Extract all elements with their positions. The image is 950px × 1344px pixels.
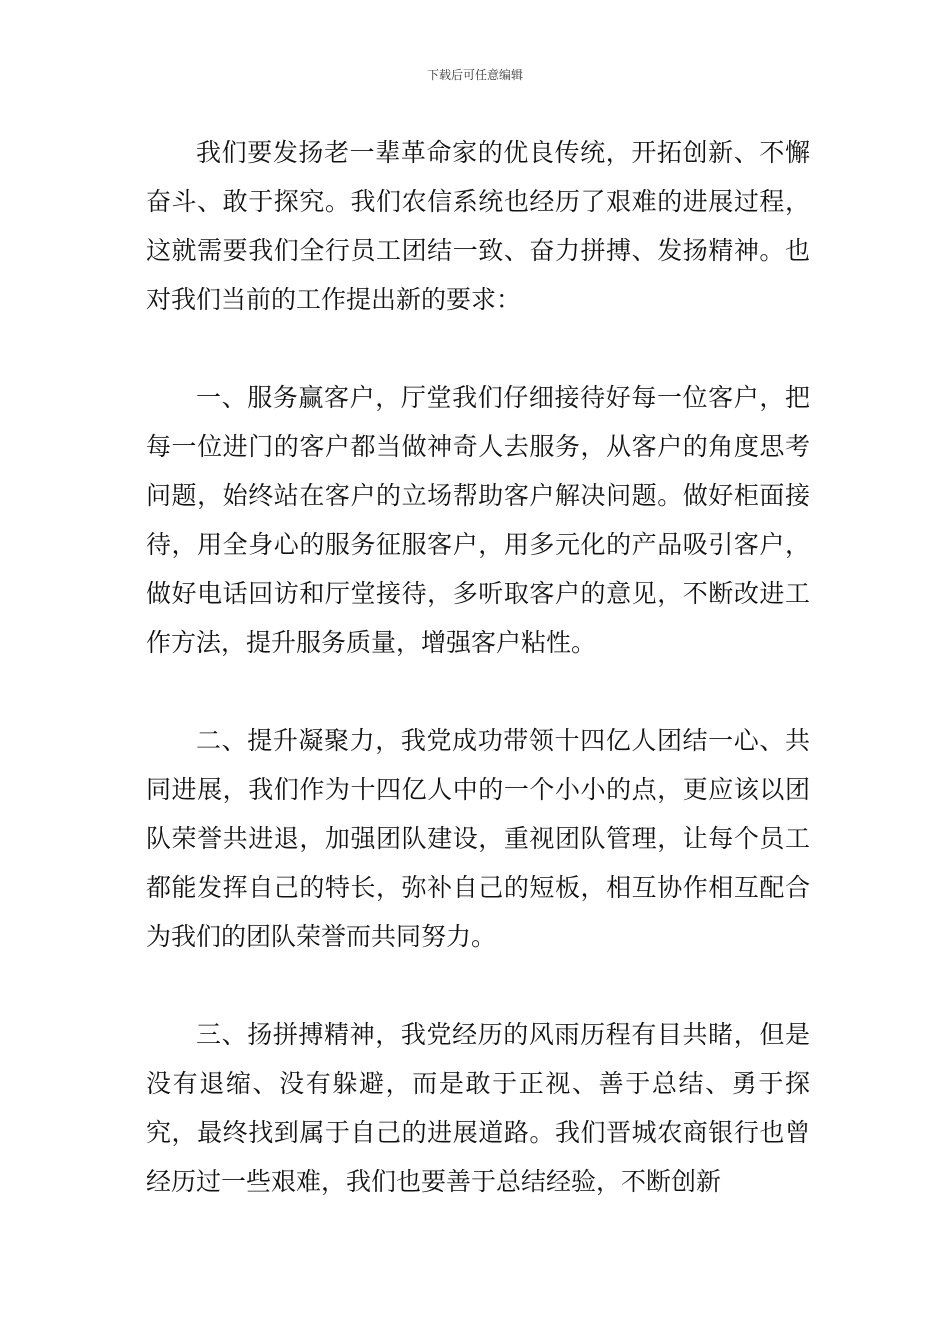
paragraph-intro: 我们要发扬老一辈革命家的优良传统，开拓创新、不懈奋斗、敢于探究。我们农信系统也经历了艰难的进展过程，这就需要我们全行员工团结一致、奋力拼搏、发扬精神。也对我们当前的工作提出新的要求： [146,138,810,314]
document-body [146,128,810,1206]
paragraph-two: 二、提升凝聚力，我党成功带领十四亿人团结一心、共同进展，我们作为十四亿人中的一个小小的点，更应该以团队荣誉共进退，加强团队建设，重视团队管理，让每个员工都能发挥自己的特长，弥补自己的短板，相互协作相互配合为我们的团队荣誉而共同努力。 [146,726,810,951]
header-note: 下载后可任意编辑 [426,68,523,82]
paragraph-three: 三、扬拼搏精神，我党经历的风雨历程有目共睹，但是没有退缩、没有躲避，而是敢于正视、善于总结、勇于探究，最终找到属于自己的进展道路。我们晋城农商银行也曾经历过一些艰难，我们也要善于总结经验，不断创新 [146,1020,810,1196]
paragraph-one: 一、服务赢客户，厅堂我们仔细接待好每一位客户，把每一位进门的客户都当做神奇人去服务，从客户的角度思考问题，始终站在客户的立场帮助客户解决问题。做好柜面接待，用全身心的服务征服客户，用多元化的产品吸引客户，做好电话回访和厅堂接待，多听取客户的意见，不断改进工作方法，提升服务质量，增强客户粘性。 [146,383,810,657]
